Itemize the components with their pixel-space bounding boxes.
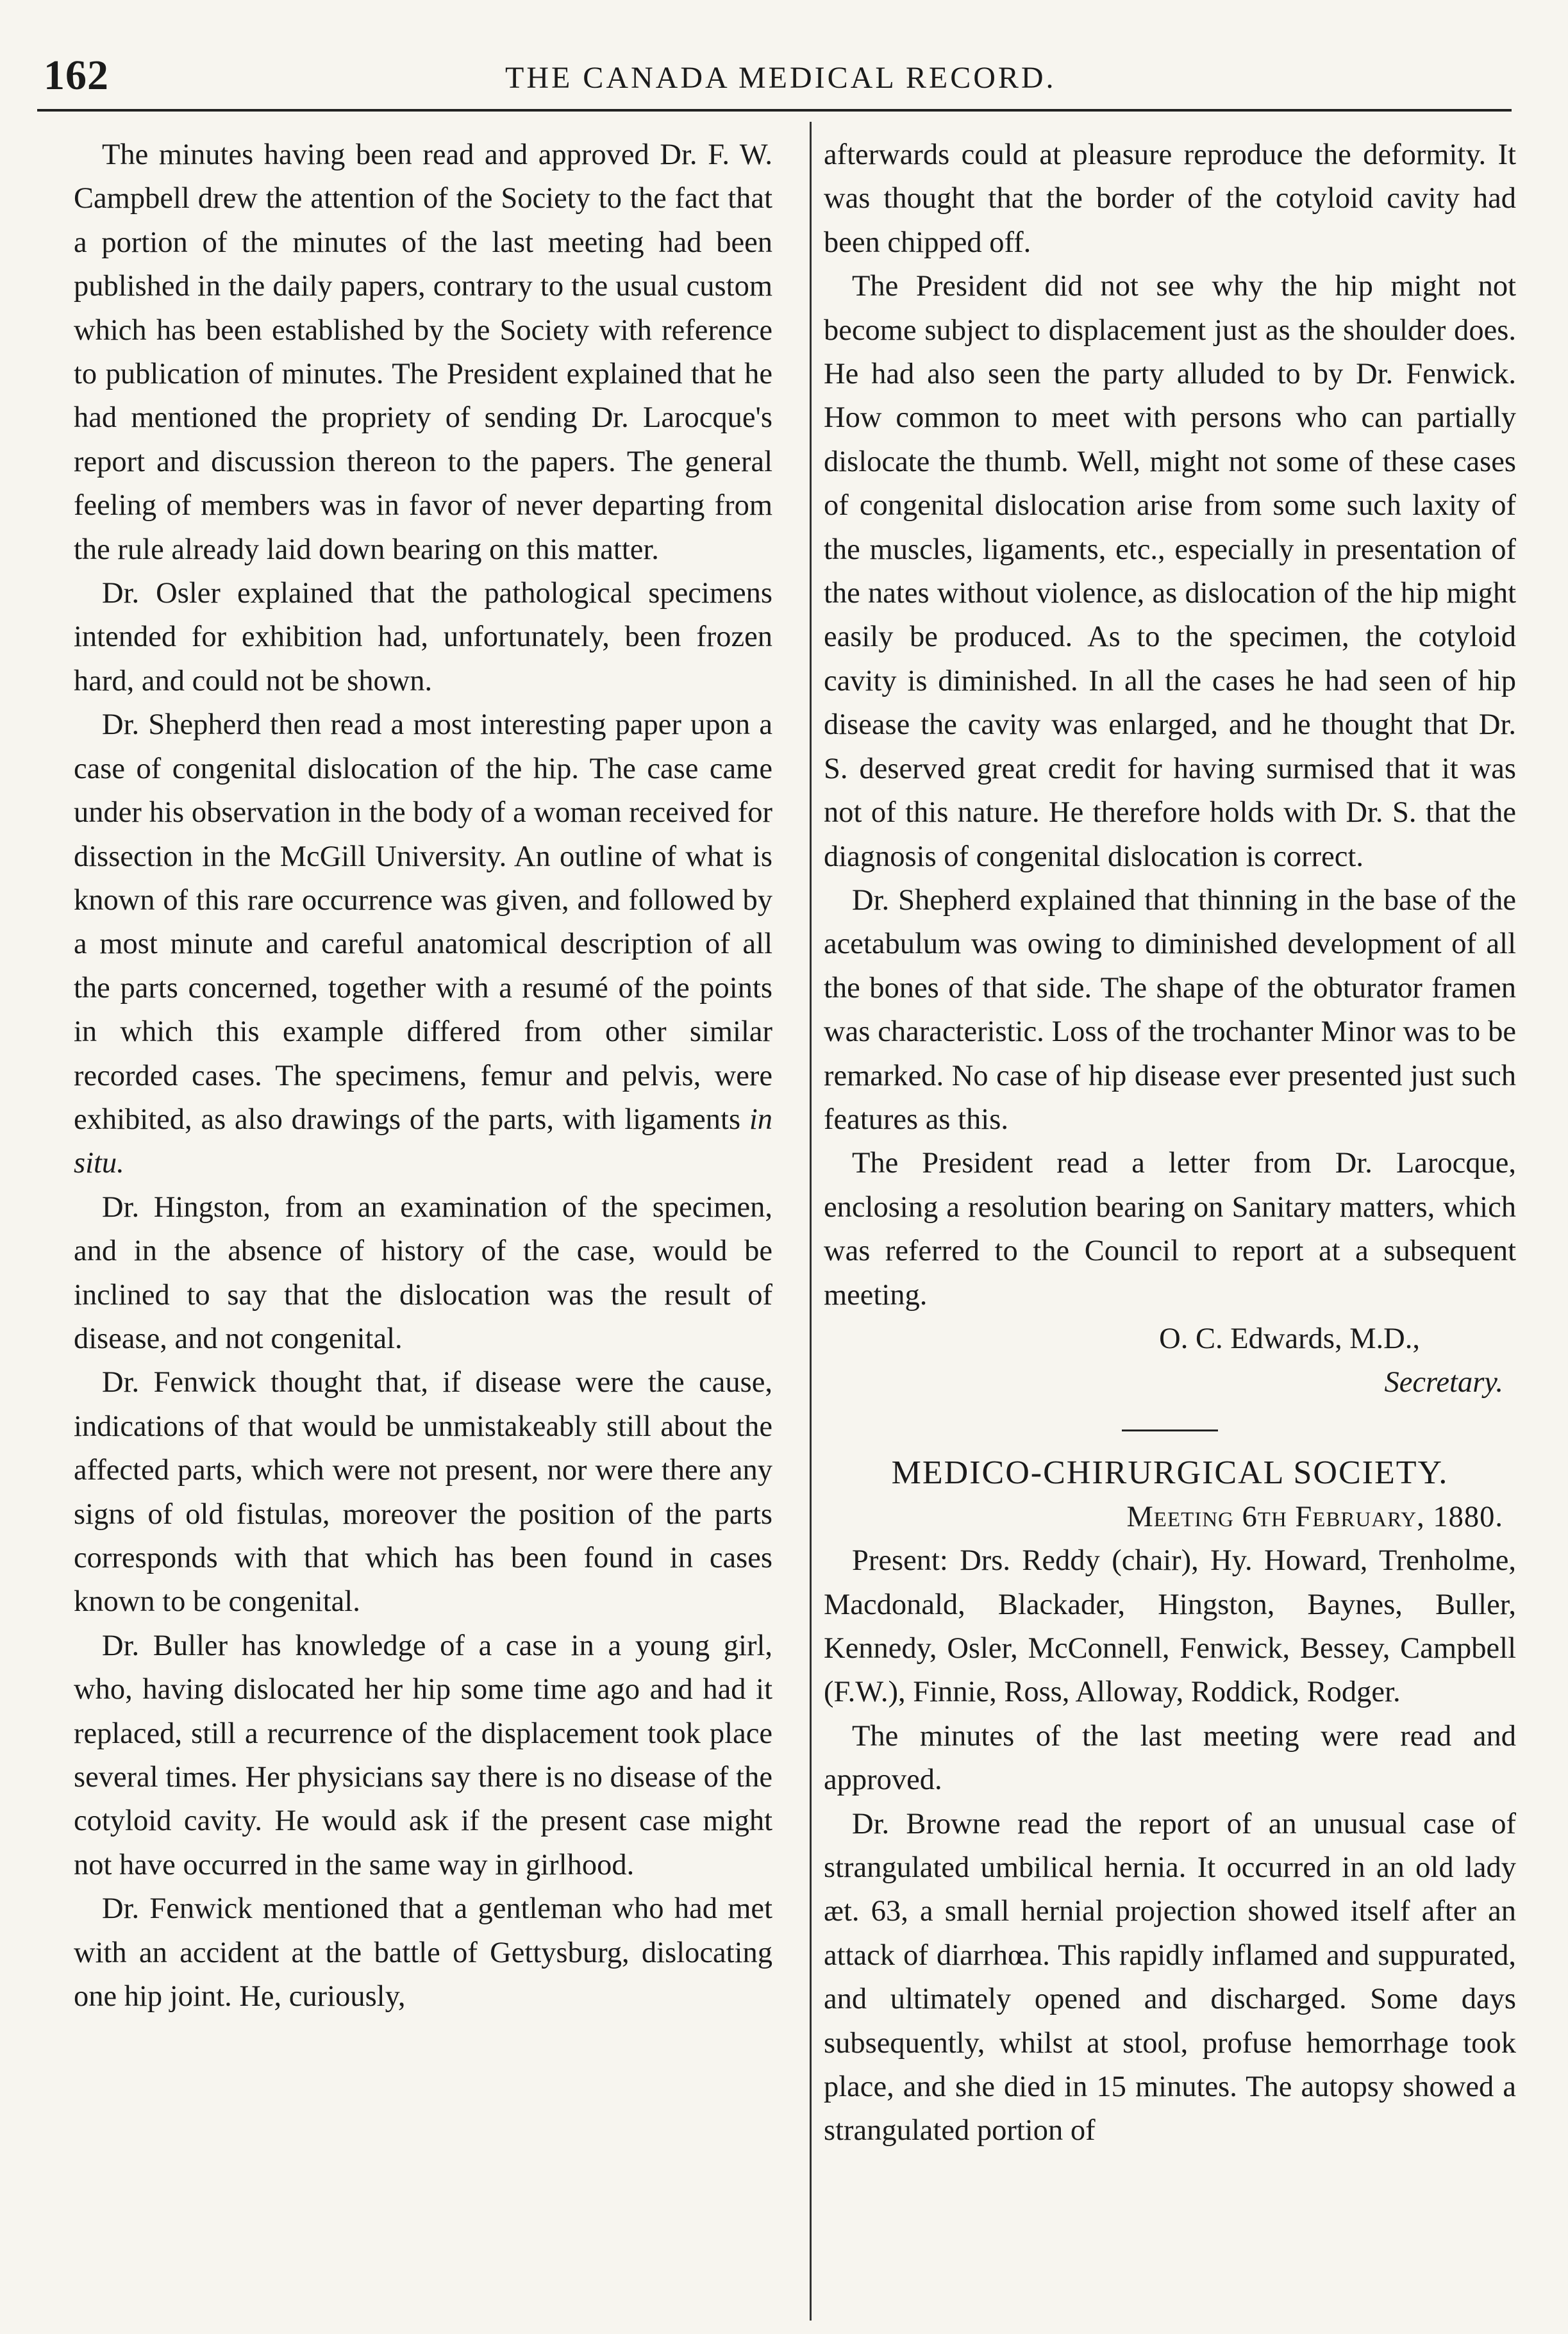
paragraph: Dr. Buller has knowledge of a case in a young girl, who, having dislocated her hip some time ago and had it replaced, still a recurrence of the displacement took place several times. Her physicians say there is no disease of the cotyloid cavity. He would ask if the present case might not have occurred in the same way in girlhood. [74, 1629, 772, 1881]
section-separator [1122, 1430, 1218, 1431]
paragraph: Dr. Osler explained that the pathological specimens intended for exhibition had, unfortunately, been frozen hard, and could not be shown. [74, 577, 772, 697]
left-column [74, 133, 772, 2019]
italic-text: in situ. [74, 1103, 772, 1180]
paragraph: The minutes of the last meeting were read and approved. [824, 1719, 1516, 1797]
section-title: MEDICO-CHIRURGICAL SOCIETY. [891, 1454, 1449, 1491]
header-rule [37, 109, 1512, 112]
paragraph: The President did not see why the hip might not become subject to displacement just as the shoulder does. He had also seen the party alluded to by Dr. Fenwick. How common to meet with persons who can partially dislocate the thumb. Well, might not some of these cases of congenital dislocation arise from some such laxity of the muscles, ligaments, etc., especially in presentation of the nates without violence, as dislocation of the hip might easily be produced. As to the specimen, the cotyloid cavity is diminished. In all the cases he had seen of hip disease the cavity was enlarged, and he thought that Dr. S. deserved great credit for having surmised that it was not of this nature. He therefore holds with Dr. S. that the diagnosis of congenital dislocation is correct. [824, 270, 1516, 873]
page-number: 162 [44, 52, 109, 99]
paragraph: Dr. Fenwick thought that, if disease were the cause, indications of that would be unmistakeably still about the affected parts, which were not present, nor were there any signs of old fistulas, moreover the position of the parts corresponds with that which has been found in cases known to be congenital. [74, 1366, 772, 1619]
paragraph: The President read a letter from Dr. Larocque, enclosing a resolution bearing on Sanitary matters, which was referred to the Council to report at a subsequent meeting. [824, 1147, 1516, 1312]
paragraph-text: Dr. Shepherd then read a most interesting paper upon a case of congenital dislocation of the hip. The case came under his observation in the body of a woman received for dissection in the McGill University. An outline of what is known of this rare occurrence was given, and followed by a most minute and careful anatomical description of all the parts concerned, together with a resumé of the points in which this example differed from other similar recorded cases. The specimens, femur and pelvis, were exhibited, as also drawings of the parts, with ligaments [74, 708, 772, 1136]
paragraph: afterwards could at pleasure reproduce the deformity. It was thought that the border of the cotyloid cavity had been chipped off. [824, 138, 1516, 259]
paragraph: The minutes having been read and approved Dr. F. W. Campbell drew the attention of the Society to the fact that a portion of the minutes of the last meeting had been published in the daily papers, contrary to the usual custom which has been established by the Society with reference to publication of minutes. The President explained that he had mentioned the propriety of sending Dr. Larocque's report and discussion thereon to the papers. The general feeling of members was in favor of never departing from the rule already laid down bearing on this matter. [74, 138, 772, 566]
paragraph: Dr. Shepherd explained that thinning in the base of the acetabulum was owing to diminished development of all the bones of that side. The shape of the obturator framen was characteristic. Loss of the trochanter Minor was to be remarked. No case of hip disease ever presented just such features as this. [824, 883, 1516, 1136]
paragraph: Dr. Hingston, from an examination of the specimen, and in the absence of history of the case, would be inclined to say that the dislocation was the result of disease, and not congenital. [74, 1190, 772, 1355]
paragraph: Present: Drs. Reddy (chair), Hy. Howard, Trenholme, Macdonald, Blackader, Hingston, Baynes, Buller, Kennedy, Osler, McConnell, Fenwick, Bessey, Campbell (F.W.), Finnie, Ross, Alloway, Roddick, Rodger. [824, 1544, 1516, 1709]
paragraph: Dr. Browne read the report of an unusual case of strangulated umbilical hernia. It occurred in an old lady æt. 63, a small hernial projection showed itself after an attack of diarrhœa. This rapidly inflamed and suppurated, and ultimately opened and discharged. Some days subsequently, whilst at stool, profuse hemorrhage took place, and she died in 15 minutes. The autopsy showed a strangulated portion of [824, 1807, 1516, 2147]
paragraph [74, 703, 772, 1185]
meeting-date: Meeting 6th February, 1880. [1126, 1500, 1503, 1533]
page-header [37, 38, 1512, 109]
paragraph: Dr. Fenwick mentioned that a gentleman who had met with an accident at the battle of Gettysburg, dislocating one hip joint. He, curiously, [74, 1892, 772, 2013]
right-column [824, 133, 1516, 2153]
running-title: THE CANADA MEDICAL RECORD. [505, 61, 1056, 95]
signature-name: O. C. Edwards, M.D., [1159, 1322, 1420, 1355]
column-divider [810, 122, 812, 2321]
signature-title: Secretary. [1384, 1366, 1503, 1399]
